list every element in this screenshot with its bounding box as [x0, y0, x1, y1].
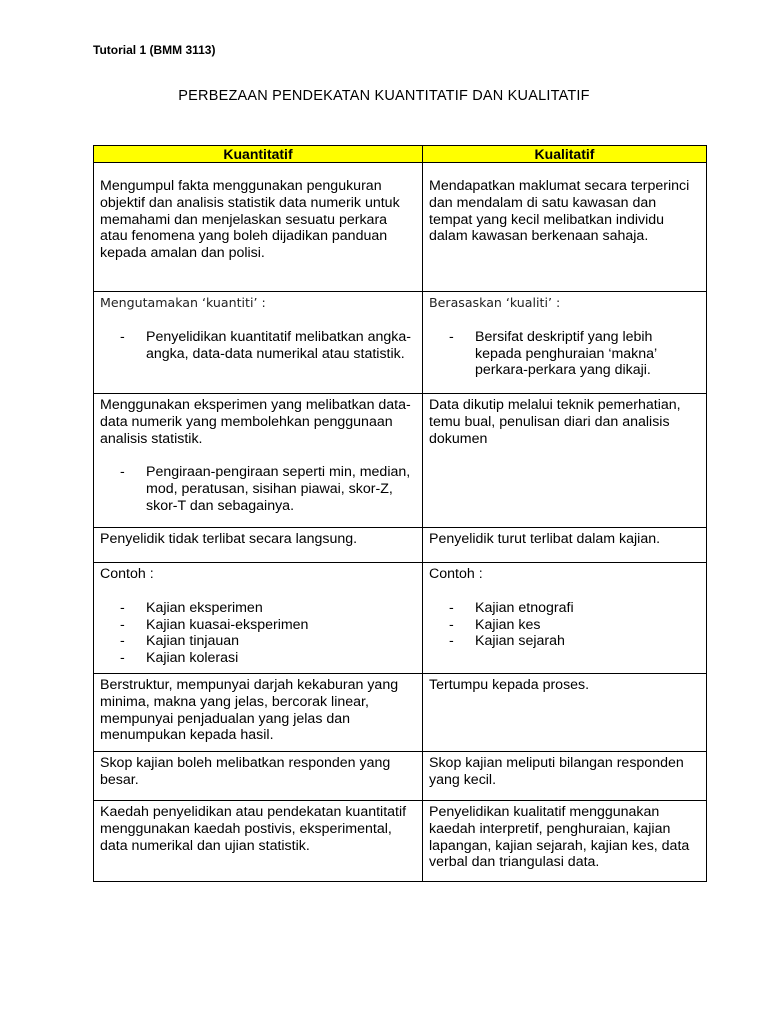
list-item: - Kajian kolerasi — [100, 650, 416, 667]
document-title: PERBEZAAN PENDEKATAN KUANTITATIF DAN KUALITATIF — [178, 88, 590, 104]
list-item: - Pengiraan-pengiraan seperti min, median, mod, peratusan, sisihan piawai, skor-Z, skor-T dan sebagainya. — [100, 464, 416, 514]
cell-heading: Berasaskan ‘kualiti’ : — [429, 295, 561, 310]
list-item: - Bersifat deskriptif yang lebih kepada penghuraian ‘makna’ perkara-perkara yang dikaji. — [429, 329, 700, 379]
cell-kuantitatif — [94, 751, 423, 800]
cell-text: Skop kajian boleh melibatkan responden yang besar. — [100, 754, 391, 788]
cell-text: Mengumpul fakta menggunakan pengukuran objektif dan analisis statistik data numerik untuk memahami dan menjelaskan sesuatu perkara atau fenomena yang boleh dijadikan panduan kepada amalan dan polisi. — [100, 178, 400, 262]
cell-text: Penyelidikan kualitatif menggunakan kaedah interpretif, penghuraian, kajian lapangan, kajian sejarah, kajian kes, data verbal dan triangulasi data. — [429, 803, 690, 871]
dash-list — [100, 600, 416, 667]
cell-text: Mendapatkan maklumat secara terperinci dan mendalam di satu kawasan dan tempat yang kecil melibatkan individu dalam kawasan berkenaan sahaja. — [429, 178, 690, 245]
cell-heading: Contoh : — [100, 566, 154, 582]
list-item: - Kajian kes — [429, 617, 700, 634]
cell-heading: Mengutamakan ‘kuantiti’ : — [100, 295, 266, 310]
table-row — [94, 751, 707, 800]
cell-text: Data dikutip melalui teknik pemerhatian, temu bual, penulisan diari dan analisis dokumen — [429, 397, 681, 447]
cell-kualitatif — [423, 673, 707, 751]
table-row — [94, 563, 707, 674]
table-row — [94, 673, 707, 751]
list-item: - Kajian kuasai-eksperimen — [100, 617, 416, 634]
cell-kualitatif — [423, 292, 707, 394]
list-item: - Kajian tinjauan — [100, 633, 416, 650]
list-item: - Kajian sejarah — [429, 633, 700, 650]
cell-kuantitatif — [94, 673, 423, 751]
cell-kuantitatif — [94, 292, 423, 394]
cell-kuantitatif — [94, 394, 423, 528]
column-header-kualitatif: Kualitatif — [423, 146, 707, 163]
cell-text: Kaedah penyelidikan atau pendekatan kuantitatif menggunakan kaedah postivis, eksperimental, data numerikal dan ujian statistik. — [100, 803, 407, 854]
list-item: - Kajian eksperimen — [100, 600, 416, 617]
list-item: - Penyelidikan kuantitatif melibatkan angka-angka, data-data numerikal atau statistik. — [100, 329, 416, 363]
cell-kualitatif — [423, 394, 707, 528]
table-header-row — [94, 146, 707, 163]
cell-kualitatif — [423, 528, 707, 563]
table-row — [94, 163, 707, 292]
cell-kuantitatif — [94, 528, 423, 563]
cell-kuantitatif — [94, 163, 423, 292]
table-row — [94, 292, 707, 394]
table-row — [94, 800, 707, 881]
cell-kualitatif — [423, 751, 707, 800]
column-header-kuantitatif: Kuantitatif — [94, 146, 423, 163]
cell-heading: Contoh : — [429, 566, 483, 582]
list-item: - Kajian etnografi — [429, 600, 700, 617]
table-row — [94, 394, 707, 528]
cell-text: Penyelidik turut terlibat dalam kajian. — [429, 531, 661, 547]
cell-text: Menggunakan eksperimen yang melibatkan data-data numerik yang membolehkan penggunaan analisis statistik. — [100, 397, 411, 447]
dash-list — [100, 464, 416, 514]
cell-kuantitatif — [94, 563, 423, 674]
dash-list — [429, 329, 700, 379]
table-row — [94, 528, 707, 563]
dash-list — [429, 600, 700, 650]
cell-text: Skop kajian meliputi bilangan responden yang kecil. — [429, 754, 684, 788]
cell-text: Tertumpu kepada proses. — [429, 676, 590, 693]
cell-text: Penyelidik tidak terlibat secara langsung. — [100, 531, 358, 547]
cell-text: Berstruktur, mempunyai darjah kekaburan yang minima, makna yang jelas, bercorak linear, mempunyai penjadualan yang jelas dan menumpukan kepada hasil. — [100, 676, 399, 744]
cell-kualitatif — [423, 163, 707, 292]
cell-kuantitatif — [94, 800, 423, 881]
header-note: Tutorial 1 (BMM 3113) — [93, 43, 216, 57]
comparison-table — [93, 145, 707, 882]
dash-list — [100, 329, 416, 363]
cell-kualitatif — [423, 563, 707, 674]
cell-kualitatif — [423, 800, 707, 881]
